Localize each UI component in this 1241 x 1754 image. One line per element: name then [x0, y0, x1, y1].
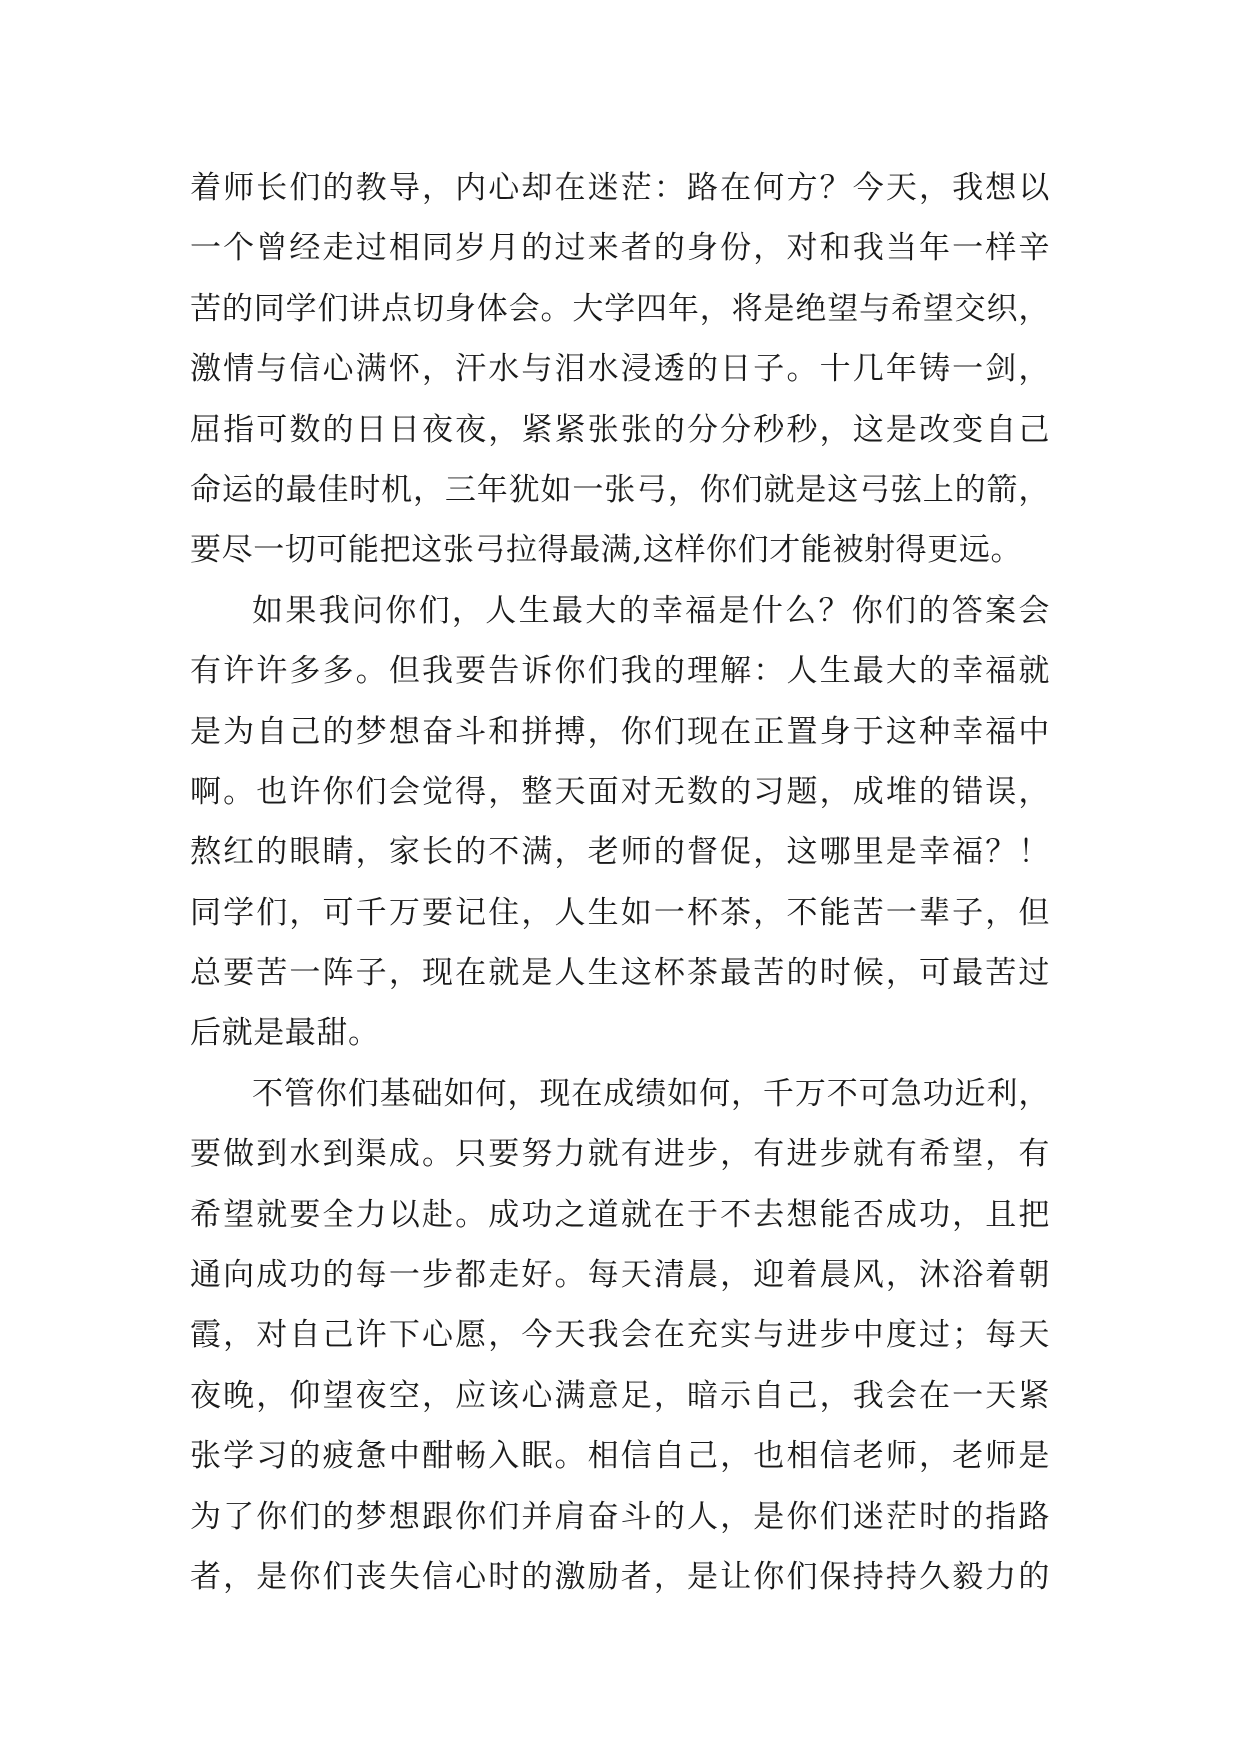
- text-line: 如果我问你们，人生最大的幸福是什么？你们的答案会: [252, 592, 1050, 629]
- text-line: 者，是你们丧失信心时的激励者，是让你们保持持久毅力的: [190, 1558, 1050, 1595]
- body-text: [190, 158, 1050, 1607]
- text-line: 一个曾经走过相同岁月的过来者的身份，对和我当年一样辛: [190, 230, 1050, 267]
- text-line: 总要苦一阵子，现在就是人生这杯茶最苦的时候，可最苦过: [190, 955, 1050, 992]
- text-line: 有许许多多。但我要告诉你们我的理解：人生最大的幸福就: [190, 653, 1050, 690]
- text-line: 是为自己的梦想奋斗和拼搏，你们现在正置身于这种幸福中: [190, 713, 1050, 750]
- text-line: 啊。也许你们会觉得，整天面对无数的习题，成堆的错误，: [190, 773, 1050, 810]
- text-line: 命运的最佳时机，三年犹如一张弓，你们就是这弓弦上的箭，: [190, 471, 1050, 508]
- text-line: 希望就要全力以赴。成功之道就在于不去想能否成功，且把: [190, 1196, 1050, 1233]
- text-line: 熬红的眼睛，家长的不满，老师的督促，这哪里是幸福？！: [190, 834, 1050, 871]
- text-line: 张学习的疲惫中酣畅入眠。相信自己，也相信老师，老师是: [190, 1438, 1050, 1475]
- text-line: 屈指可数的日日夜夜，紧紧张张的分分秒秒，这是改变自己: [190, 411, 1050, 448]
- text-line: 同学们，可千万要记住，人生如一杯茶，不能苦一辈子，但: [190, 894, 1050, 931]
- text-line: 霞，对自己许下心愿，今天我会在充实与进步中度过；每天: [190, 1317, 1050, 1354]
- text-line: 不管你们基础如何，现在成绩如何，千万不可急功近利，: [252, 1075, 1050, 1112]
- text-line: 要尽一切可能把这张弓拉得最满,这样你们才能被射得更远。: [190, 532, 1023, 569]
- text-line: 要做到水到渠成。只要努力就有进步，有进步就有希望，有: [190, 1136, 1050, 1173]
- text-line: 为了你们的梦想跟你们并肩奋斗的人，是你们迷茫时的指路: [190, 1498, 1050, 1535]
- text-line: 苦的同学们讲点切身体会。大学四年，将是绝望与希望交织，: [190, 290, 1050, 327]
- text-line: 着师长们的教导，内心却在迷茫：路在何方？今天，我想以: [190, 170, 1050, 206]
- text-line: 激情与信心满怀，汗水与泪水浸透的日子。十几年铸一剑，: [190, 351, 1050, 388]
- text-line: 夜晚，仰望夜空，应该心满意足，暗示自己，我会在一天紧: [190, 1377, 1050, 1414]
- text-line: 后就是最甜。: [190, 1015, 380, 1052]
- text-line: 通向成功的每一步都走好。每天清晨，迎着晨风，沐浴着朝: [190, 1257, 1050, 1294]
